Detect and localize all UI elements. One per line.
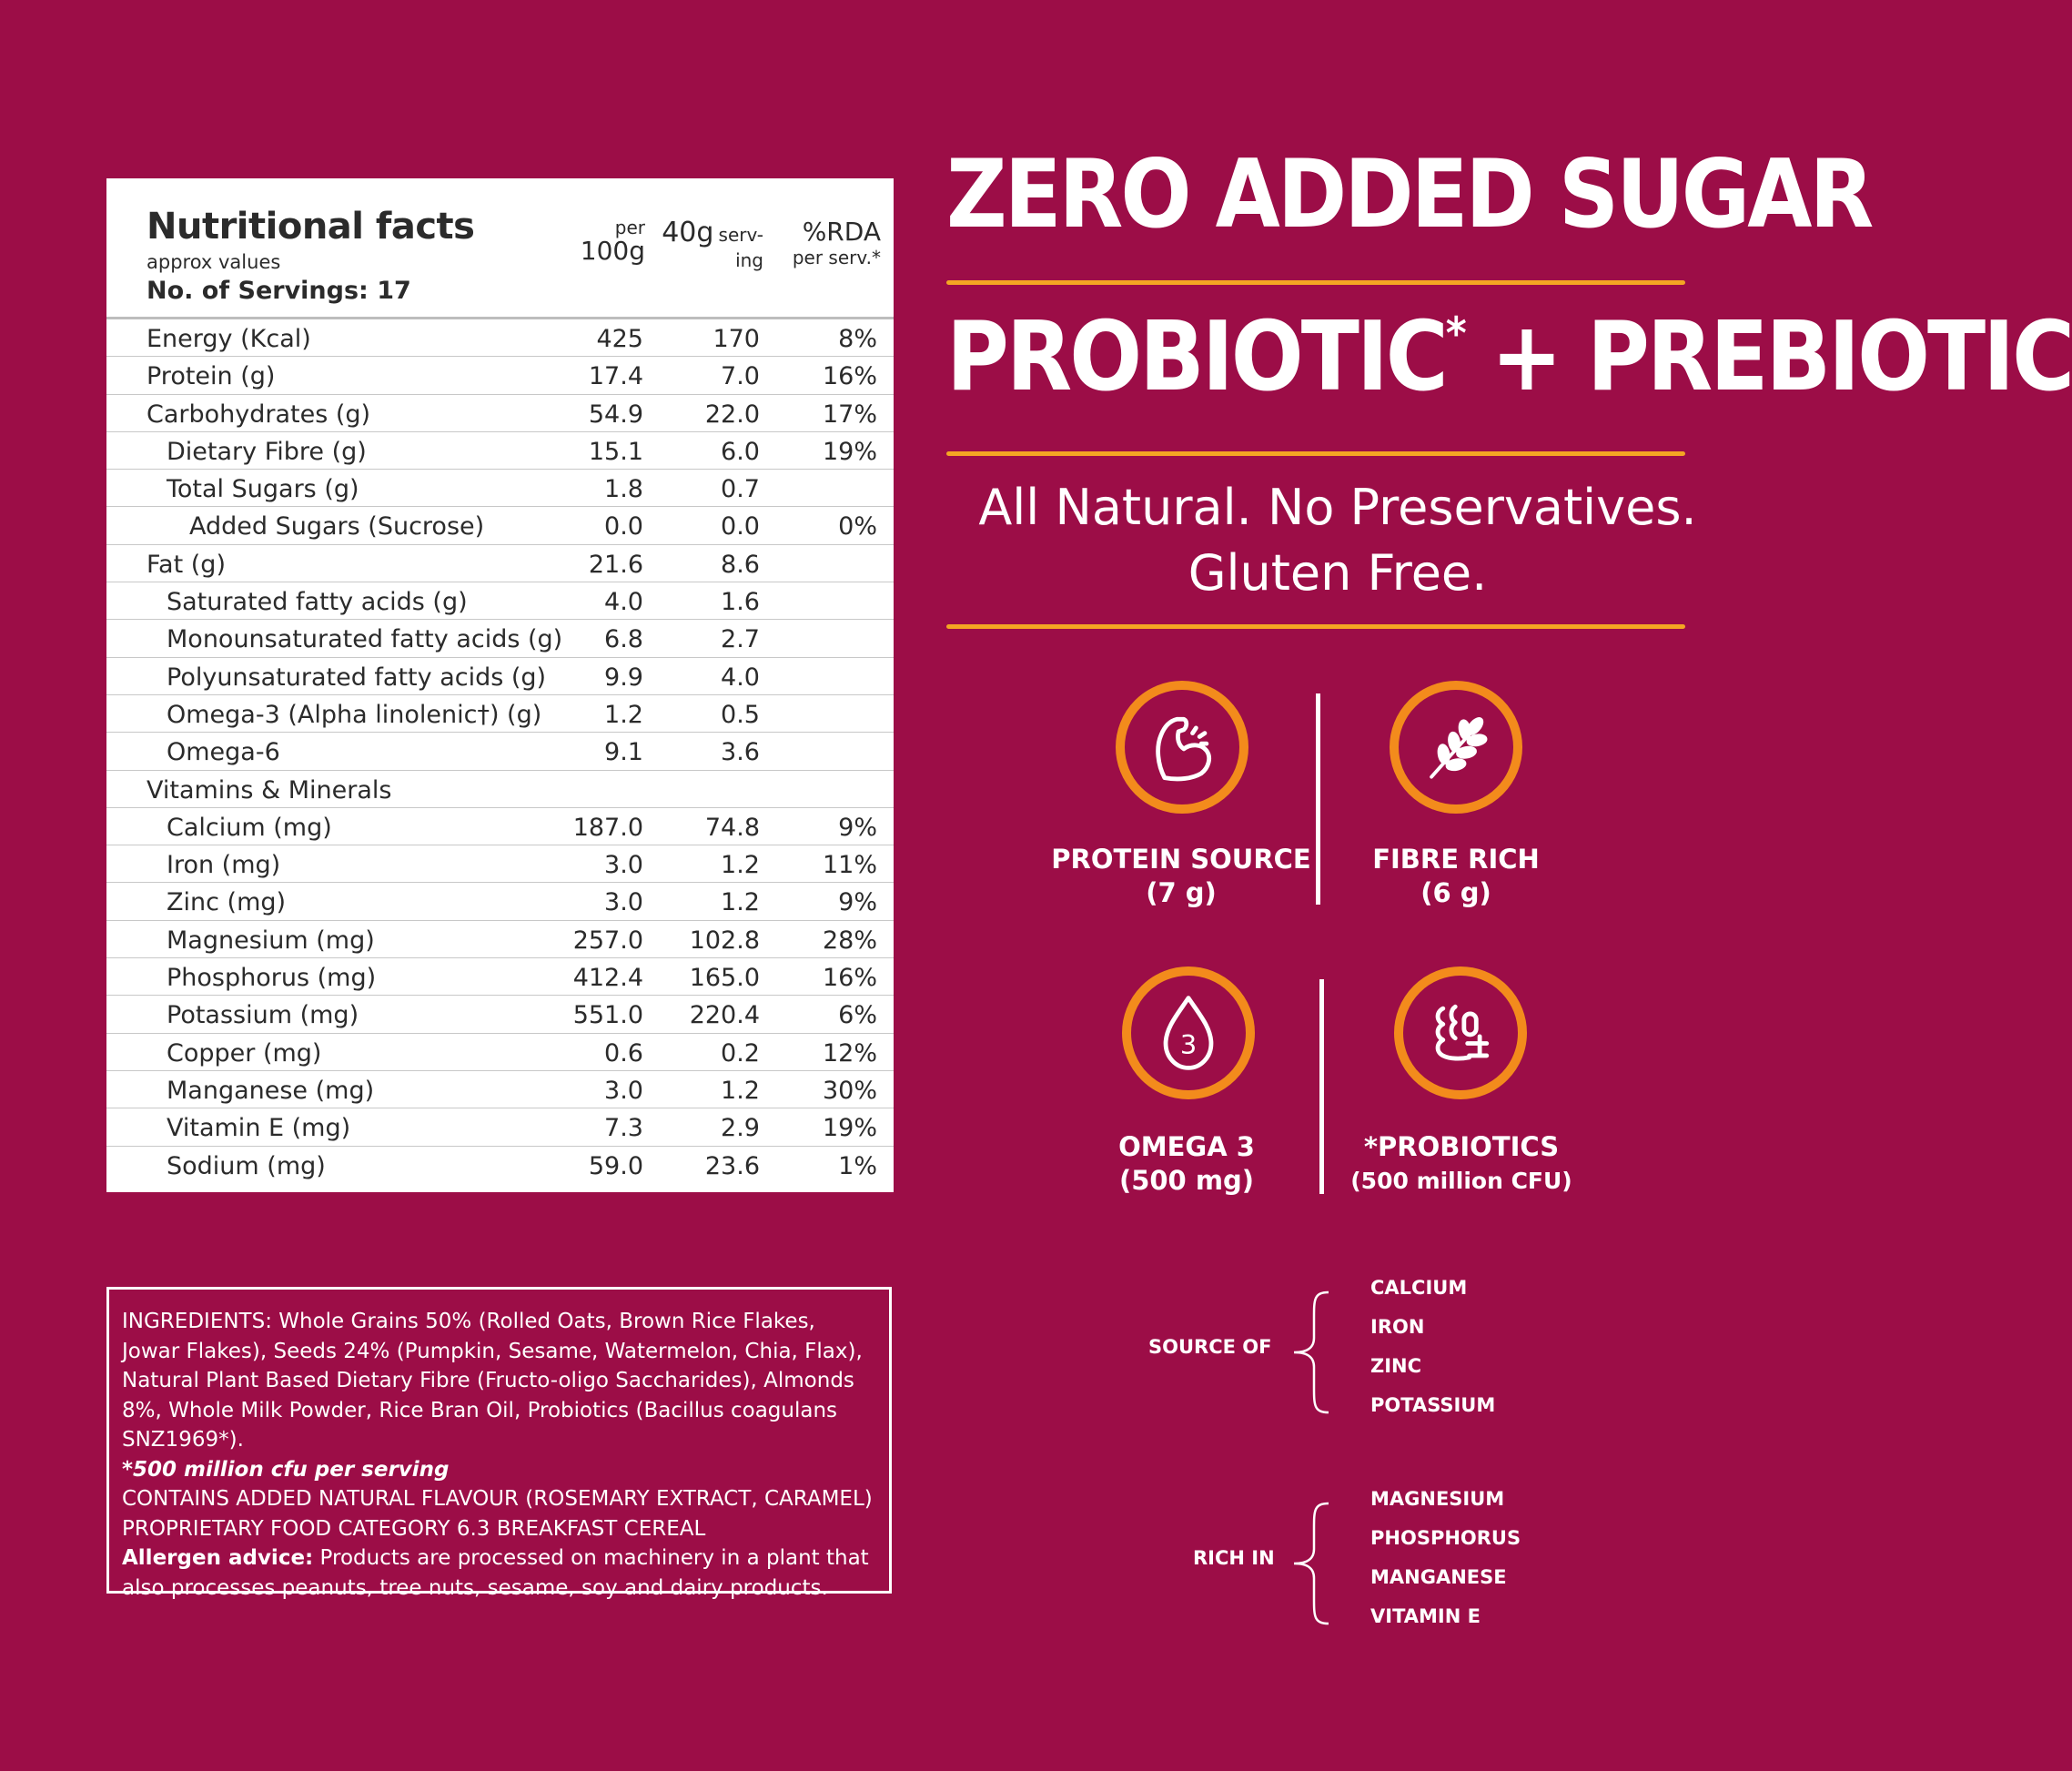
column-header-ing: ing [735, 248, 763, 271]
allergen-text: Products are processed on machinery in a plant that also processes peanuts, tree nuts, sesame, soy and dairy products. [122, 1546, 869, 1600]
nutrient-name: Carbohydrates (g) [147, 400, 371, 429]
value-per-100g: 0.6 [604, 1038, 643, 1068]
nutrition-row [106, 432, 894, 470]
nutrient-name: Saturated fatty acids (g) [167, 588, 468, 617]
value-rda: 17% [822, 400, 877, 429]
nutrient-name: Potassium (mg) [167, 1001, 359, 1030]
nutrition-row [106, 658, 894, 695]
badge-label-fibre [1310, 843, 1602, 910]
flexed-arm-icon [1116, 681, 1248, 814]
value-rda: 0% [838, 512, 877, 541]
nutrition-row [106, 545, 894, 582]
nutrient-name: Dietary Fibre (g) [167, 437, 367, 466]
nutrition-row [106, 395, 894, 432]
ingredients-text: INGREDIENTS: Whole Grains 50% (Rolled Oats, Brown Rice Flakes, Jowar Flakes), Seeds 24% (Pumpkin, Sesame, Watermelon, Chia, Flax), Natural Plant Based Dietary Fibre (Fructo-oligo Saccharides), Almonds 8%, Whole Milk Powder, Rice Bran Oil, Probiotics (Bacillus coagulans SNZ1969*). [122, 1310, 863, 1452]
nutrition-row [106, 996, 894, 1033]
nutrition-row [106, 845, 894, 883]
nutrient-name: Magnesium (mg) [167, 926, 375, 955]
probiotics-amount: (500 million CFU) [1350, 1168, 1572, 1194]
value-per-serving: 1.6 [721, 588, 760, 617]
protein-source-label: PROTEIN SOURCE [1051, 844, 1311, 875]
rich-in-brace [1289, 1502, 1334, 1625]
nutrition-row [106, 921, 894, 958]
column-header-per: per [614, 217, 645, 238]
nutrient-name: Polyunsaturated fatty acids (g) [167, 663, 547, 692]
rich-item: MANGANESE [1370, 1566, 1507, 1588]
orange-rule-1 [946, 280, 1685, 285]
value-per-100g: 187.0 [572, 813, 643, 842]
rich-in-list [1370, 1480, 1521, 1636]
nutrition-title: Nutritional facts [147, 206, 475, 248]
nutrition-row [106, 1108, 894, 1146]
nutrient-name: Fat (g) [147, 550, 226, 579]
plus-sign: + [1463, 301, 1588, 413]
nutrition-row [106, 695, 894, 733]
value-per-serving: 6.0 [721, 437, 760, 466]
nutrition-row [106, 620, 894, 657]
source-item: ZINC [1370, 1355, 1422, 1377]
value-per-100g: 3.0 [604, 1076, 643, 1105]
column-header-rda-title: %RDA [802, 217, 881, 247]
source-of-label: SOURCE OF [1148, 1336, 1272, 1358]
value-per-100g: 7.3 [604, 1114, 643, 1143]
nutrient-name: Phosphorus (mg) [167, 964, 377, 993]
nutrition-row [106, 808, 894, 845]
nutrient-name: Omega-6 [167, 738, 280, 767]
nutrition-row [106, 507, 894, 544]
orange-rule-2 [946, 451, 1685, 456]
value-per-serving: 7.0 [721, 362, 760, 391]
nutrient-name: Protein (g) [147, 362, 276, 391]
value-rda: 19% [822, 437, 877, 466]
value-per-100g: 15.1 [588, 437, 643, 466]
probiotic-asterisk: * [1445, 308, 1464, 360]
value-per-100g: 4.0 [604, 588, 643, 617]
value-per-serving: 1.2 [721, 888, 760, 917]
nutrient-name: Monounsaturated fatty acids (g) [167, 625, 563, 654]
nutrient-name: Vitamin E (mg) [167, 1114, 351, 1143]
nutrition-rows [106, 319, 894, 1184]
source-item: POTASSIUM [1370, 1394, 1496, 1416]
value-per-serving: 22.0 [704, 400, 760, 429]
nutrition-row [106, 771, 894, 808]
value-per-serving: 0.5 [721, 700, 760, 729]
value-per-serving: 23.6 [704, 1151, 760, 1180]
nutrient-name: Copper (mg) [167, 1038, 322, 1068]
value-per-100g: 551.0 [572, 1001, 643, 1030]
value-per-100g: 412.4 [572, 964, 643, 993]
omega-drop-number: 3 [1179, 1029, 1198, 1061]
value-per-serving: 220.4 [689, 1001, 760, 1030]
value-per-100g: 3.0 [604, 851, 643, 880]
column-header-serving [662, 218, 763, 270]
nutrient-name: Omega-3 (Alpha linolenic†) (g) [167, 700, 542, 729]
nutrition-facts-table [106, 178, 894, 1192]
column-header-per-100g [581, 218, 645, 264]
value-rda: 1% [838, 1151, 877, 1180]
source-item: CALCIUM [1370, 1277, 1468, 1299]
probiotic-prebiotic-headline [946, 301, 2072, 413]
fibre-rich-amount: (6 g) [1420, 877, 1491, 908]
value-rda: 12% [822, 1038, 877, 1068]
value-per-100g: 1.2 [604, 700, 643, 729]
nutrient-name: Manganese (mg) [167, 1076, 375, 1105]
nutrition-header [106, 178, 894, 319]
value-per-100g: 54.9 [588, 400, 643, 429]
value-per-100g: 59.0 [588, 1151, 643, 1180]
value-per-serving: 1.2 [721, 851, 760, 880]
nutrient-name: Calcium (mg) [167, 813, 332, 842]
protein-source-amount: (7 g) [1146, 877, 1217, 908]
omega-amount: (500 mg) [1118, 1165, 1255, 1196]
value-per-serving: 1.2 [721, 1076, 760, 1105]
value-rda: 16% [822, 362, 877, 391]
rich-item: PHOSPHORUS [1370, 1527, 1521, 1549]
column-header-per-serv: per serv.* [792, 247, 881, 269]
natural-claims-line-2: Gluten Free. [1188, 544, 1488, 602]
value-per-serving: 170 [713, 325, 760, 353]
value-rda: 30% [822, 1076, 877, 1105]
source-of-list [1370, 1269, 1495, 1425]
source-item: IRON [1370, 1316, 1425, 1338]
value-per-serving: 2.9 [721, 1114, 760, 1143]
value-per-100g: 0.0 [604, 512, 643, 541]
omega-label: OMEGA 3 [1118, 1131, 1255, 1162]
servings-count: No. of Servings: 17 [147, 277, 411, 305]
probiotic-word: PROBIOTIC [946, 301, 1446, 413]
value-rda: 16% [822, 964, 877, 993]
value-per-100g: 257.0 [572, 926, 643, 955]
nutrition-row [106, 1147, 894, 1184]
value-per-serving: 102.8 [689, 926, 760, 955]
nutrient-name: Added Sugars (Sucrose) [189, 512, 485, 541]
column-header-serv: serv- [718, 224, 763, 246]
value-per-serving: 0.7 [721, 475, 760, 504]
value-rda: 19% [822, 1114, 877, 1143]
value-per-100g: 9.9 [604, 663, 643, 692]
nutrition-row [106, 357, 894, 394]
wheat-icon [1390, 681, 1522, 814]
source-of-brace [1289, 1290, 1334, 1414]
ingredients-box [106, 1287, 892, 1600]
column-header-40g: 40g [662, 217, 714, 248]
value-rda: 28% [822, 926, 877, 955]
value-per-serving: 74.8 [704, 813, 760, 842]
value-per-100g: 1.8 [604, 475, 643, 504]
value-per-100g: 425 [596, 325, 643, 353]
badge-label-protein [1036, 843, 1327, 910]
nutrition-row [106, 733, 894, 770]
allergen-label: Allergen advice: [122, 1546, 314, 1570]
nutrient-name: Zinc (mg) [167, 888, 287, 917]
orange-rule-3 [946, 624, 1685, 629]
value-per-serving: 2.7 [721, 625, 760, 654]
nutrition-row [106, 883, 894, 920]
nutrition-row [106, 582, 894, 620]
value-rda: 9% [838, 888, 877, 917]
value-per-100g: 3.0 [604, 888, 643, 917]
omega-drop-icon [1122, 966, 1255, 1099]
nutrient-name: Vitamins & Minerals [147, 775, 392, 805]
column-header-100g: 100g [580, 236, 645, 266]
rich-item: VITAMIN E [1370, 1605, 1481, 1627]
value-per-100g: 9.1 [604, 738, 643, 767]
gut-icon [1394, 966, 1527, 1099]
natural-claims [946, 475, 1729, 606]
column-header-rda [793, 218, 881, 268]
nutrient-name: Energy (Kcal) [147, 325, 311, 353]
cfu-note: *500 million cfu per serving [122, 1457, 450, 1482]
value-rda: 8% [838, 325, 877, 353]
value-per-serving: 3.6 [721, 738, 760, 767]
rich-item: MAGNESIUM [1370, 1488, 1505, 1510]
value-rda: 9% [838, 813, 877, 842]
nutrition-row [106, 319, 894, 357]
allergen-advice [122, 1543, 876, 1603]
value-per-100g: 17.4 [588, 362, 643, 391]
value-per-100g: 6.8 [604, 625, 643, 654]
value-per-serving: 0.2 [721, 1038, 760, 1068]
badge-label-omega [1041, 1130, 1332, 1198]
nutrition-row [106, 958, 894, 996]
fibre-rich-label: FIBRE RICH [1372, 844, 1540, 875]
value-rda: 6% [838, 1001, 877, 1030]
value-per-serving: 165.0 [689, 964, 760, 993]
rich-in-label: RICH IN [1193, 1547, 1275, 1569]
food-category: PROPRIETARY FOOD CATEGORY 6.3 BREAKFAST CEREAL [122, 1516, 706, 1541]
nutrient-name: Iron (mg) [167, 851, 281, 880]
nutrient-name: Sodium (mg) [167, 1151, 326, 1180]
natural-claims-line-1: All Natural. No Preservatives. [978, 479, 1697, 536]
prebiotic-word: PREBIOTIC [1587, 301, 2072, 413]
value-per-serving: 0.0 [721, 512, 760, 541]
nutrition-row [106, 1071, 894, 1108]
value-per-100g: 21.6 [588, 550, 643, 579]
nutrient-name: Total Sugars (g) [167, 475, 359, 504]
value-per-serving: 4.0 [721, 663, 760, 692]
value-rda: 11% [822, 851, 877, 880]
nutrition-row [106, 1034, 894, 1071]
nutrition-row [106, 470, 894, 507]
approx-values-note: approx values [147, 251, 281, 273]
value-per-serving: 8.6 [721, 550, 760, 579]
badge-label-probiotics [1316, 1130, 1607, 1198]
zero-added-sugar-headline: ZERO ADDED SUGAR [946, 139, 1872, 249]
flavour-note: CONTAINS ADDED NATURAL FLAVOUR (ROSEMARY EXTRACT, CARAMEL) [122, 1487, 873, 1511]
probiotics-label: *PROBIOTICS [1363, 1131, 1560, 1162]
